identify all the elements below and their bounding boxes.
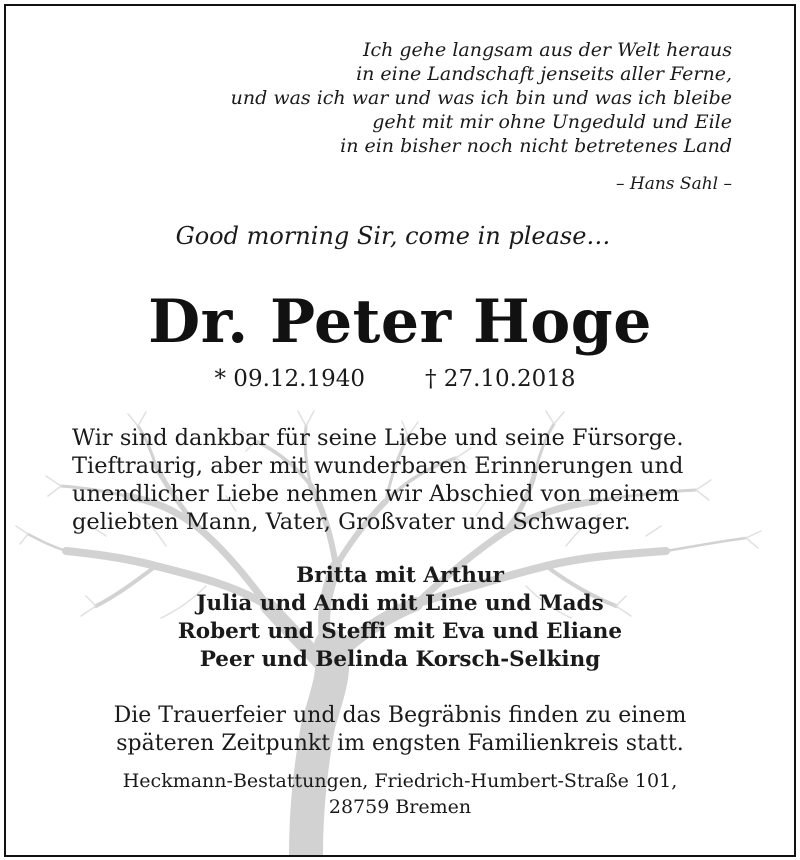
message-line: unendlicher Liebe nehmen wir Abschied von meinem	[72, 481, 680, 507]
mourner: Peer und Belinda Korsch-Selking	[199, 647, 601, 672]
ceremony-line: späteren Zeitpunkt im engsten Familienkreis statt.	[116, 731, 684, 756]
funeral-home-line: 28759 Bremen	[328, 796, 472, 818]
poem-line: und was ich war und was ich bin und was ich bleibe	[230, 87, 732, 109]
poem	[231, 38, 732, 158]
ceremony-line: Die Trauerfeier und das Begräbnis finden zu einem	[113, 703, 687, 728]
deceased-name: Dr. Peter Hoge	[148, 287, 652, 357]
poem-line: in eine Landschaft jenseits aller Ferne,	[356, 63, 732, 85]
mourners-list	[6, 562, 794, 674]
message-line: Tieftraurig, aber mit wunderbaren Erinnerungen und	[72, 453, 684, 479]
message-line: geliebten Mann, Vater, Großvater und Schwager.	[72, 509, 631, 535]
poem-author: – Hans Sahl –	[615, 174, 732, 194]
poem-line: geht mit mir ohne Ungeduld und Eile	[372, 111, 732, 133]
poem-line: in ein bisher noch nicht betretenes Land	[340, 135, 732, 157]
greeting: Good morning Sir, come in please…	[175, 222, 611, 250]
mourner: Julia und Andi mit Line und Mads	[196, 591, 604, 616]
farewell-message	[72, 424, 732, 536]
message-line: Wir sind dankbar für seine Liebe und seine Fürsorge.	[72, 425, 684, 451]
life-dates	[4, 366, 789, 392]
birth-date: * 09.12.1940	[214, 366, 365, 392]
mourner: Robert und Steffi mit Eva und Eliane	[177, 619, 623, 644]
funeral-home	[6, 768, 794, 820]
funeral-home-line: Heckmann-Bestattungen, Friedrich-Humbert-Straße 101,	[122, 770, 678, 792]
ceremony-notice	[6, 702, 794, 758]
mourner: Britta mit Arthur	[296, 563, 504, 588]
obituary-frame	[4, 4, 796, 857]
death-date: † 27.10.2018	[425, 366, 576, 392]
poem-line: Ich gehe langsam aus der Welt heraus	[362, 39, 732, 61]
